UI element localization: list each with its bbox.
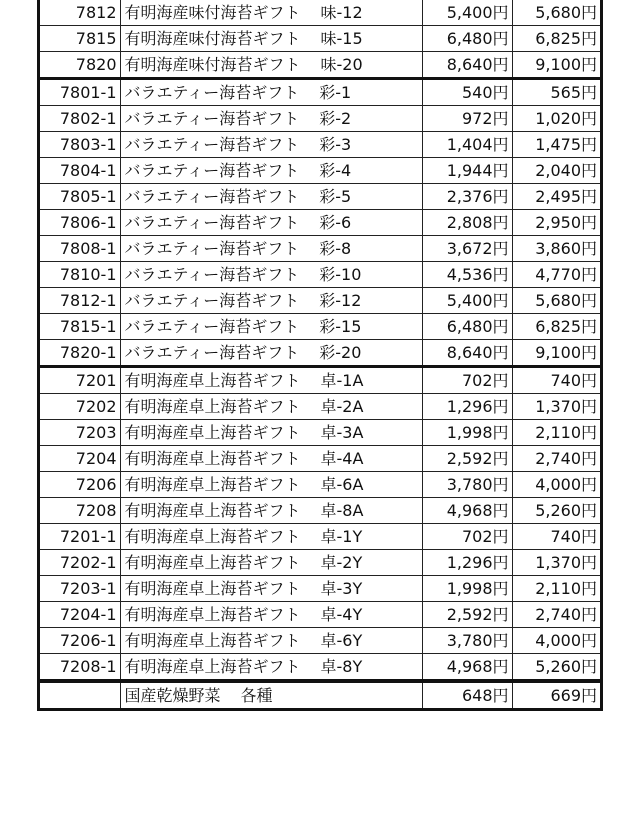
product-name: バラエティー海苔ギフト [124,135,300,155]
product-name-cell [120,367,422,394]
product-code: 7810-1 [40,262,120,288]
table-row [40,26,600,52]
product-variant: 味-20 [320,55,363,75]
product-name-cell [120,602,422,628]
product-variant: 彩-6 [319,213,352,233]
product-variant: 味-12 [320,3,363,23]
table-row [40,158,600,184]
price-tax-excluded: 6,480円 [422,26,512,52]
table-row [40,394,600,420]
product-name: バラエティー海苔ギフト [124,343,300,363]
product-name-cell [120,524,422,550]
price-tax-included: 2,495円 [512,184,600,210]
product-variant: 卓-6Y [320,631,363,651]
price-tax-excluded: 3,780円 [422,472,512,498]
price-tax-included: 5,680円 [512,288,600,314]
price-tax-excluded: 2,592円 [422,602,512,628]
product-code: 7208 [40,498,120,524]
table-row [40,288,600,314]
product-name-cell [120,0,422,26]
price-tax-included: 4,000円 [512,472,600,498]
price-tax-excluded: 2,376円 [422,184,512,210]
product-variant: 卓-8Y [320,657,363,677]
price-tax-excluded: 4,536円 [422,262,512,288]
product-name: バラエティー海苔ギフト [124,109,300,129]
price-tax-excluded: 5,400円 [422,0,512,26]
product-name-cell [120,550,422,576]
product-name: 有明海産味付海苔ギフト [124,3,301,23]
product-name-cell [120,26,422,52]
table-row [40,0,600,26]
price-tax-included: 5,260円 [512,654,600,682]
product-name: 有明海産卓上海苔ギフト [124,449,301,469]
product-name: バラエティー海苔ギフト [124,291,300,311]
price-tax-excluded: 972円 [422,106,512,132]
product-variant: 卓-1Y [320,527,363,547]
product-code: 7206-1 [40,628,120,654]
price-tax-included: 669円 [512,681,600,708]
product-name-cell [120,498,422,524]
product-variant: 彩-2 [319,109,352,129]
price-tax-included: 1,370円 [512,394,600,420]
product-name: バラエティー海苔ギフト [124,265,300,285]
price-tax-excluded: 1,998円 [422,420,512,446]
price-table [40,0,600,708]
price-tax-included: 6,825円 [512,26,600,52]
product-name: 有明海産卓上海苔ギフト [124,423,301,443]
price-list-sheet [37,0,603,711]
price-tax-included: 6,825円 [512,314,600,340]
price-tax-excluded: 1,296円 [422,550,512,576]
price-tax-included: 2,040円 [512,158,600,184]
price-tax-excluded: 8,640円 [422,340,512,367]
product-name: 有明海産卓上海苔ギフト [124,553,301,573]
product-name: 有明海産卓上海苔ギフト [124,527,301,547]
product-variant: 卓-8A [320,501,364,521]
table-row [40,420,600,446]
price-tax-excluded: 702円 [422,367,512,394]
product-code: 7801-1 [40,79,120,106]
price-tax-included: 2,950円 [512,210,600,236]
price-tax-included: 2,740円 [512,446,600,472]
product-name: 有明海産卓上海苔ギフト [124,657,301,677]
price-tax-included: 4,000円 [512,628,600,654]
table-row [40,681,600,708]
product-name: 有明海産卓上海苔ギフト [124,605,301,625]
price-tax-included: 9,100円 [512,340,600,367]
product-variant: 彩-10 [319,265,362,285]
price-tax-included: 740円 [512,367,600,394]
product-name-cell [120,79,422,106]
product-name: 有明海産卓上海苔ギフト [124,579,301,599]
product-name: バラエティー海苔ギフト [124,161,300,181]
product-variant: 味-15 [320,29,363,49]
product-name-cell [120,132,422,158]
product-variant: 彩-4 [319,161,352,181]
price-tax-included: 5,260円 [512,498,600,524]
price-tax-included: 2,740円 [512,602,600,628]
price-tax-excluded: 2,808円 [422,210,512,236]
product-code: 7803-1 [40,132,120,158]
table-row [40,576,600,602]
product-name: 有明海産卓上海苔ギフト [124,475,301,495]
price-tax-excluded: 4,968円 [422,498,512,524]
product-variant: 彩-3 [319,135,352,155]
product-variant: 彩-20 [319,343,362,363]
table-row [40,106,600,132]
product-name-cell [120,394,422,420]
product-code: 7804-1 [40,158,120,184]
product-code: 7802-1 [40,106,120,132]
product-variant: 彩-8 [319,239,352,259]
table-row [40,79,600,106]
product-code: 7812 [75,3,117,23]
price-tax-included: 3,860円 [512,236,600,262]
table-row [40,314,600,340]
product-variant: 彩-5 [319,187,352,207]
price-tax-excluded: 6,480円 [422,314,512,340]
product-name-cell [120,288,422,314]
product-code: 7203 [40,420,120,446]
table-row [40,550,600,576]
product-name: バラエティー海苔ギフト [124,317,300,337]
product-name: 国産乾燥野菜 [124,686,221,706]
product-variant: 卓-2A [320,397,364,417]
product-variant: 卓-3A [320,423,364,443]
product-variant: 彩-1 [319,83,352,103]
product-variant: 卓-6A [320,475,364,495]
product-name-cell [120,314,422,340]
product-code: 7820 [40,52,120,79]
product-name-cell [120,681,422,708]
table-row [40,132,600,158]
table-row [40,498,600,524]
product-variant: 卓-4A [320,449,364,469]
price-tax-included: 1,020円 [512,106,600,132]
product-variant: 卓-1A [320,371,364,391]
product-code: 7208-1 [40,654,120,682]
product-name: 有明海産卓上海苔ギフト [124,397,301,417]
product-name: 有明海産味付海苔ギフト [124,29,301,49]
price-tax-excluded: 702円 [422,524,512,550]
table-row [40,184,600,210]
product-name-cell [120,420,422,446]
price-tax-excluded: 1,404円 [422,132,512,158]
price-table-body [40,0,600,708]
product-code: 7204-1 [40,602,120,628]
table-row [40,367,600,394]
product-code: 7812-1 [40,288,120,314]
product-name-cell [120,446,422,472]
price-tax-excluded: 2,592円 [422,446,512,472]
table-row [40,472,600,498]
price-tax-excluded: 1,998円 [422,576,512,602]
table-row [40,602,600,628]
price-tax-excluded: 540円 [422,79,512,106]
price-tax-included: 9,100円 [512,52,600,79]
product-name: バラエティー海苔ギフト [124,83,300,103]
price-tax-excluded: 5,400円 [422,288,512,314]
price-tax-included: 2,110円 [512,576,600,602]
table-row [40,446,600,472]
table-row [40,654,600,682]
product-code: 7202-1 [40,550,120,576]
price-tax-excluded: 1,296円 [422,394,512,420]
product-name: バラエティー海苔ギフト [124,187,300,207]
product-name-cell [120,236,422,262]
product-name: 有明海産卓上海苔ギフト [124,501,301,521]
product-name: 有明海産味付海苔ギフト [124,55,301,75]
product-code [40,681,120,708]
product-code: 7201 [40,367,120,394]
product-name-cell [120,210,422,236]
product-name-cell [120,158,422,184]
price-tax-excluded: 3,780円 [422,628,512,654]
product-name-cell [120,628,422,654]
product-variant: 卓-3Y [320,579,363,599]
product-name-cell [120,654,422,682]
price-tax-included: 565円 [512,79,600,106]
product-name-cell [120,472,422,498]
product-code: 7201-1 [40,524,120,550]
table-row [40,340,600,367]
product-name-cell [120,262,422,288]
product-code: 7815 [40,26,120,52]
price-tax-included: 740円 [512,524,600,550]
table-row [40,236,600,262]
product-code: 7808-1 [40,236,120,262]
product-code: 7820-1 [40,340,120,367]
price-tax-excluded: 4,968円 [422,654,512,682]
table-row [40,52,600,79]
product-code: 7815-1 [40,314,120,340]
table-row [40,628,600,654]
product-variant: 彩-15 [319,317,362,337]
product-name: バラエティー海苔ギフト [124,239,300,259]
product-name-cell [120,340,422,367]
product-variant: 彩-12 [319,291,362,311]
price-tax-included: 4,770円 [512,262,600,288]
price-tax-excluded: 648円 [422,681,512,708]
product-variant: 各種 [240,686,273,706]
product-code: 7204 [40,446,120,472]
price-tax-included: 5,680円 [512,0,600,26]
product-code: 7206 [40,472,120,498]
product-code: 7805-1 [40,184,120,210]
product-name-cell [120,106,422,132]
product-code: 7203-1 [40,576,120,602]
price-tax-included: 1,370円 [512,550,600,576]
price-tax-excluded: 3,672円 [422,236,512,262]
product-name-cell [120,52,422,79]
table-row [40,210,600,236]
product-name-cell [120,184,422,210]
price-tax-included: 2,110円 [512,420,600,446]
product-variant: 卓-4Y [320,605,363,625]
product-variant: 卓-2Y [320,553,363,573]
product-code: 7806-1 [40,210,120,236]
table-row [40,262,600,288]
price-tax-included: 1,475円 [512,132,600,158]
table-row [40,524,600,550]
price-tax-excluded: 1,944円 [422,158,512,184]
price-tax-excluded: 8,640円 [422,52,512,79]
product-name: バラエティー海苔ギフト [124,213,300,233]
product-name-cell [120,576,422,602]
product-name: 有明海産卓上海苔ギフト [124,371,301,391]
product-name: 有明海産卓上海苔ギフト [124,631,301,651]
product-code: 7202 [40,394,120,420]
